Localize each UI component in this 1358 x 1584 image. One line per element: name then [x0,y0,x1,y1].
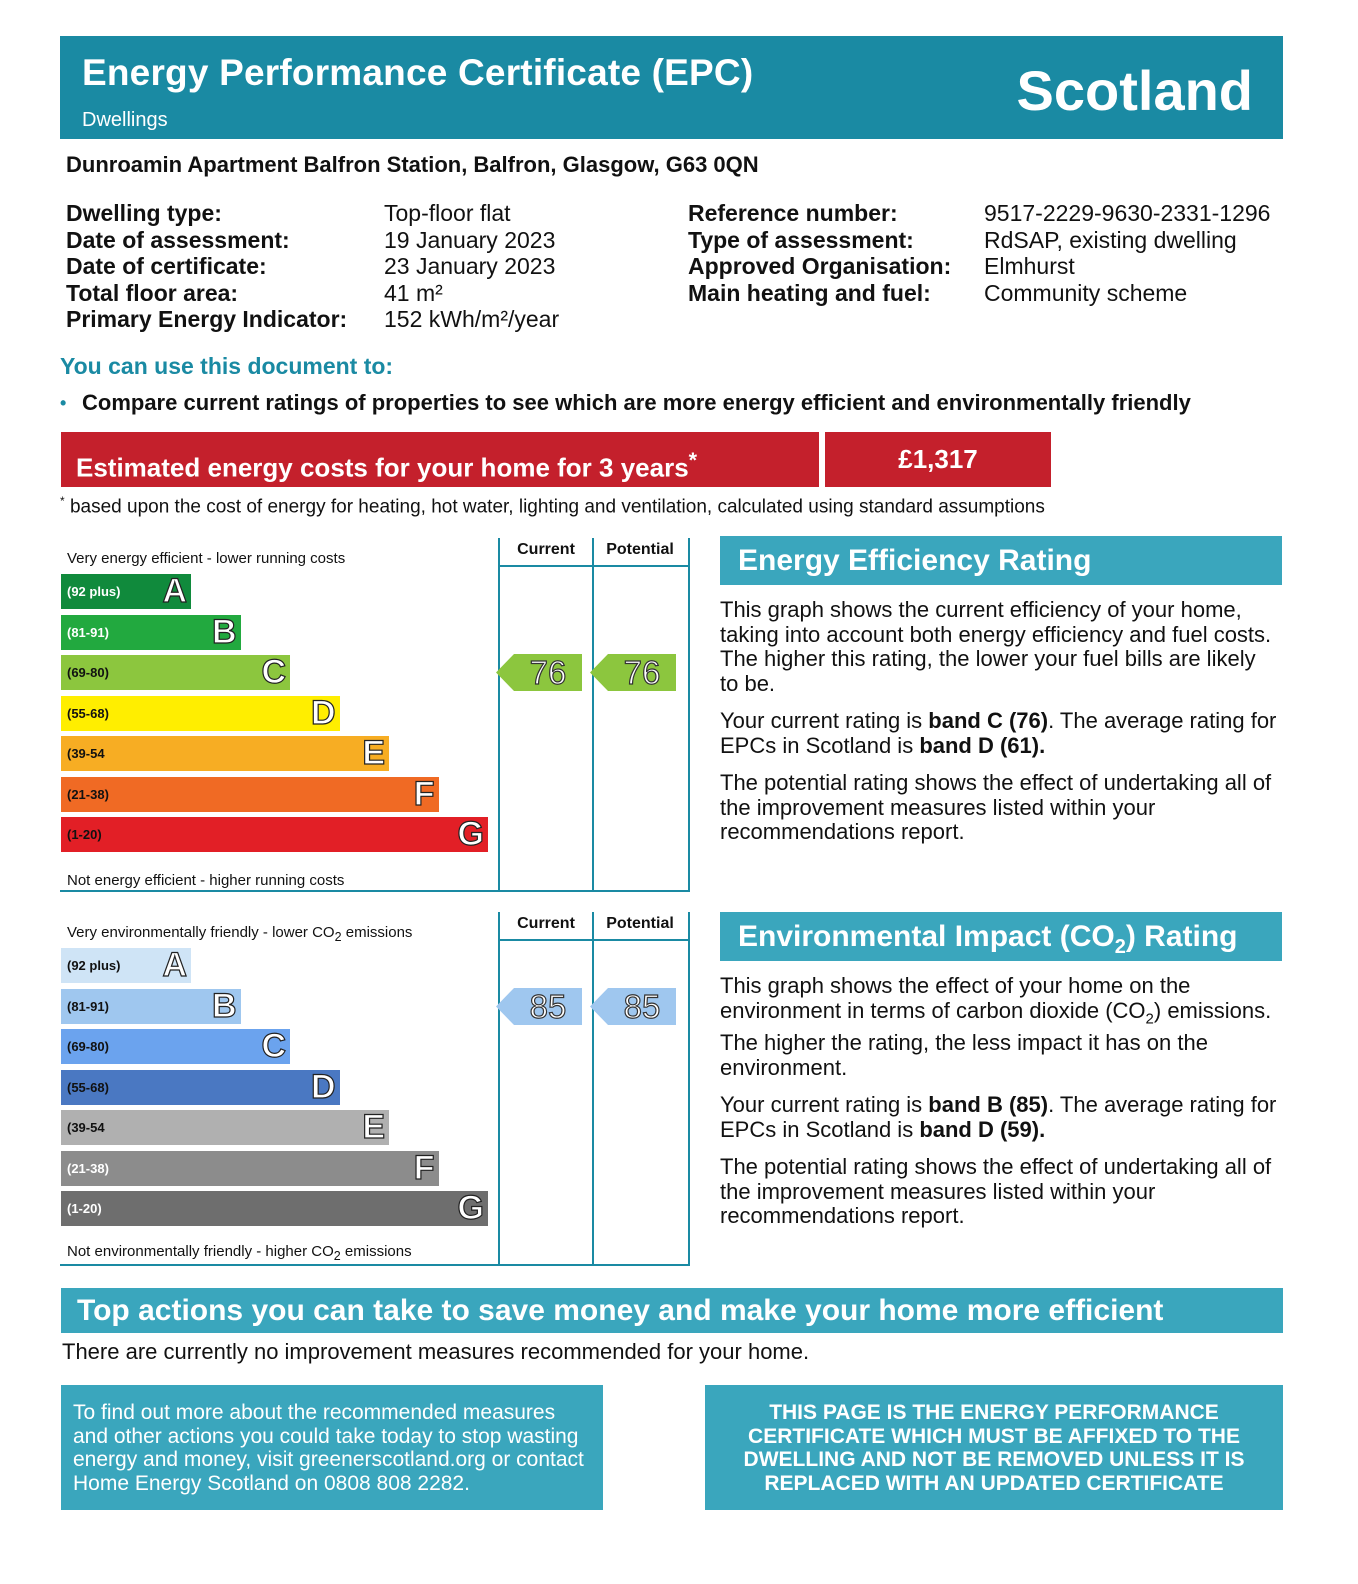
certificate-title: Energy Performance Certificate (EPC) [82,52,754,93]
band-g: (1-20) G [61,817,488,852]
band-a: (92 plus) A [61,948,191,983]
use-bullet-text: Compare current ratings of properties to see which are more energy efficient and environmentally friendly [82,390,1191,415]
potential-rating-arrow: 85 [590,988,676,1025]
environmental-rating-heading: Environmental Impact $(CO_2)$ Rating [720,912,1282,961]
potential-column-header: Potential [606,915,674,932]
certificate-subtitle: Dwellings [82,109,168,131]
detail-main-heating: Main heating and fuel: Community scheme [688,279,1188,306]
bullet-icon: • [60,392,67,413]
energy-rating-heading: Energy Efficiency Rating [720,536,1282,585]
environmental-rating-description: This graph shows the effect of your home on the environment in terms of carbon dioxide $(CO_2)$ emissions. The higher the rating, the less impact it has on the environment. Your current rating is band B (85). The average rating for EPCs in Scotland is band D (59). The potential rating shows the effect of undertaking all of the improvement measures listed within your recommendations report. [720,973,1277,1229]
band-a: (92 plus) A [61,574,191,609]
chart-top-caption: Very energy efficient - lower running costs [67,550,346,567]
potential-rating-arrow: 76 [590,654,676,691]
chart-top-caption: Very environmentally friendly - lower $CO_2$ emissions [67,924,413,944]
details-left [66,200,559,333]
chart-bottom-caption: Not energy efficient - higher running costs [67,872,345,889]
detail-dwelling-type: Dwelling type: Top-floor flat [66,200,511,226]
band-d: (55-68) D [61,1070,340,1105]
band-e: (39-54 E [61,736,389,771]
band-d: (55-68) D [61,696,340,731]
detail-reference-number: Reference number: 9517-2229-9630-2331-1296 [688,200,1271,226]
affix-notice-box: THIS PAGE IS THE ENERGY PERFORMANCE CERTIFICATE WHICH MUST BE AFFIXED TO THE DWELLING AND NOT BE REMOVED UNLESS IT IS REPLACED WITH AN UPDATED CERTIFICATE [705,1385,1283,1510]
band-f: (21-38) F [61,1151,439,1186]
current-column-header: Current [517,541,575,558]
potential-column-header: Potential [606,541,674,558]
band-e: (39-54 E [61,1110,389,1145]
chart-bottom-caption: Not environmentally friendly - higher $CO_2$ emissions [67,1243,412,1263]
environmental-impact-chart [60,912,688,1266]
detail-date-of-certificate: Date of certificate: 23 January 2023 [66,253,556,279]
detail-approved-organisation: Approved Organisation: Elmhurst [688,253,1075,279]
band-f: (21-38) F [61,777,439,812]
certificate-header [60,36,1283,139]
energy-rating-description: This graph shows the current efficiency of your home, taking into account both energy efficiency and fuel costs. The higher this rating, the lower your fuel bills are likely to be. Your current rating is band C (76). The average rating for EPCs in Scotland is band D (61). The potential rating shows the effect of undertaking all of the improvement measures listed within your recommendations report. [720,597,1277,844]
energy-efficiency-chart [60,538,688,892]
cost-footnote: * based upon the cost of energy for heating, hot water, lighting and ventilation, calculated using standard assumptions [60,494,1045,518]
top-actions-text: There are currently no improvement measures recommended for your home. [62,1339,810,1364]
property-address: Dunroamin Apartment Balfron Station, Balfron, Glasgow, G63 0QN [66,152,759,177]
detail-date-of-assessment: Date of assessment: 19 January 2023 [66,226,556,253]
current-rating-arrow: 85 [496,988,582,1025]
detail-primary-energy-indicator: Primary Energy Indicator: 152 kWh/m²/year [66,306,560,332]
details-right [688,200,1270,306]
region-label: Scotland [1016,59,1253,122]
band-b: (81-91) B [61,615,241,650]
band-c: (69-80) C [61,1029,290,1064]
use-heading: You can use this document to: [60,353,394,379]
top-actions-heading: Top actions you can take to save money and make your home more efficient [61,1288,1283,1333]
more-info-box: To find out more about the recommended measures and other actions you could take today to stop wasting energy and money, visit greenerscotland.org or contact Home Energy Scotland on 0808 808 2282. [61,1385,603,1510]
energy-cost-label: Estimated energy costs for your home for 3 years* [61,432,819,487]
current-column-header: Current [517,915,575,932]
use-bullet [60,390,1191,416]
band-b: (81-91) B [61,989,241,1024]
energy-cost-bar [61,432,1051,487]
band-c: (69-80) C [61,655,290,690]
current-rating-arrow: 76 [496,654,582,691]
detail-type-of-assessment: Type of assessment: RdSAP, existing dwelling [688,226,1237,253]
band-g: (1-20) G [61,1191,488,1226]
detail-total-floor-area: Total floor area: 41 m² [66,279,443,306]
energy-cost-value: £1,317 [825,432,1051,487]
